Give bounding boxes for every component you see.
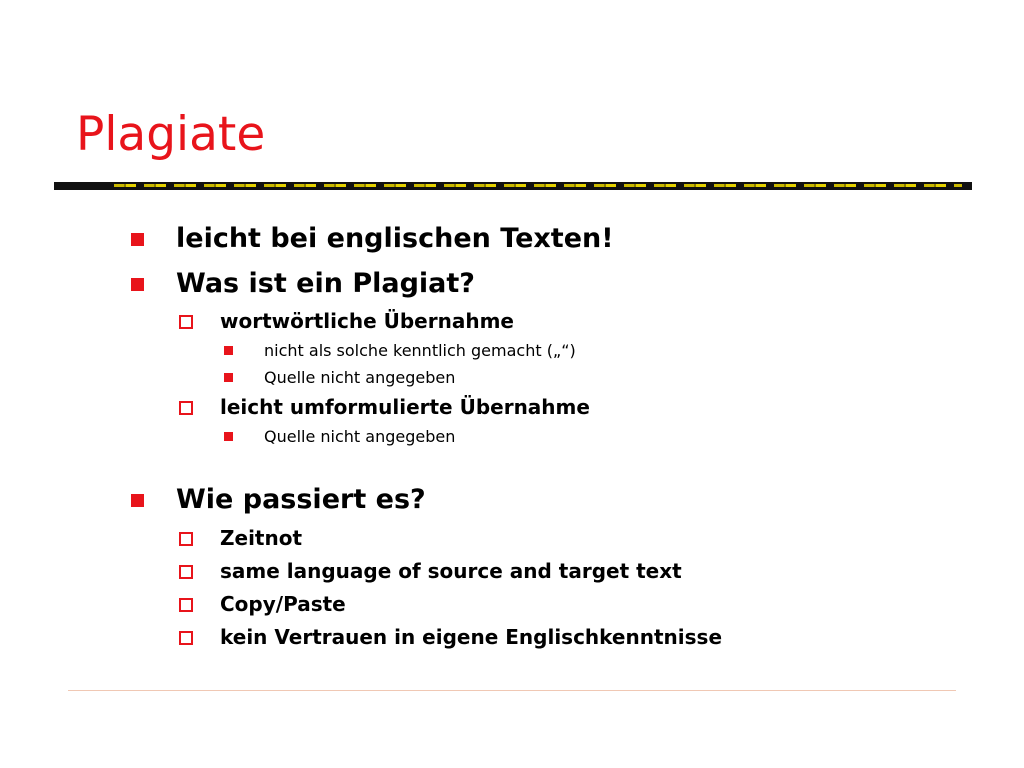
bullet-hollow-square-icon (179, 631, 193, 645)
sub-bullet-item: kein Vertrauen in eigene Englischkenntnisse (220, 625, 723, 649)
title-divider (54, 182, 972, 190)
sub-bullet-item: same language of source and target text (220, 559, 682, 583)
sub-sub-bullet-item: nicht als solche kenntlich gemacht („“) (264, 341, 576, 360)
sub-bullet-item: leicht umformulierte Übernahme (220, 395, 590, 419)
bullet-hollow-square-icon (179, 565, 193, 579)
bullet-hollow-square-icon (179, 401, 193, 415)
bullet-square-icon (131, 494, 144, 507)
bullet-small-square-icon (224, 346, 233, 355)
sub-bullet-item: wortwörtliche Übernahme (220, 309, 514, 333)
bullet-item: Wie passiert es? (176, 484, 426, 515)
bullet-small-square-icon (224, 432, 233, 441)
bullet-item: leicht bei englischen Texten! (176, 223, 614, 254)
bullet-small-square-icon (224, 373, 233, 382)
sub-sub-bullet-item: Quelle nicht angegeben (264, 368, 456, 387)
sub-bullet-item: Copy/Paste (220, 592, 346, 616)
bullet-square-icon (131, 278, 144, 291)
slide-title: Plagiate (76, 107, 266, 162)
sub-bullet-item: Zeitnot (220, 526, 303, 550)
bullet-hollow-square-icon (179, 315, 193, 329)
sub-sub-bullet-item: Quelle nicht angegeben (264, 427, 456, 446)
bullet-item: Was ist ein Plagiat? (176, 268, 475, 299)
bullet-hollow-square-icon (179, 598, 193, 612)
title-divider-pattern (114, 184, 962, 187)
bullet-hollow-square-icon (179, 532, 193, 546)
footer-divider (68, 690, 956, 691)
bullet-square-icon (131, 233, 144, 246)
